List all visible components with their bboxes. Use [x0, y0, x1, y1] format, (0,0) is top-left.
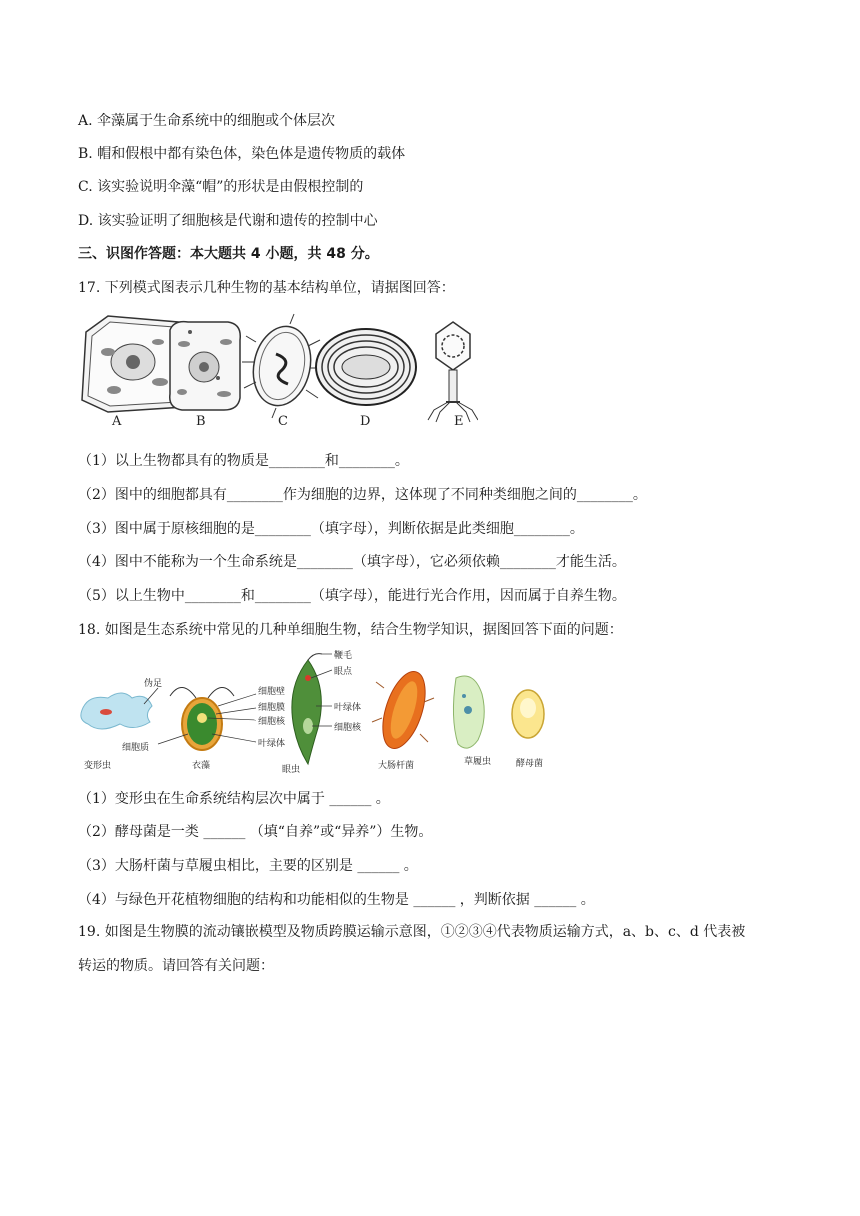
option-a: A. 伞藻属于生命系统中的细胞或个体层次 — [78, 113, 336, 129]
plant-cell-image — [82, 316, 184, 412]
label-d: D — [360, 414, 371, 429]
caption-euglena: 眼虫 — [282, 765, 301, 775]
chlamy-label-cytoplasm: 细胞质 — [122, 743, 150, 753]
q18-stem: 18. 如图是生态系统中常见的几种单细胞生物，结合生物学知识，据图回答下面的问题： — [78, 622, 623, 638]
chlamy-label-membrane: 细胞膜 — [258, 703, 286, 713]
q17-part-3: （3）图中属于原核细胞的是________（填字母），判断依据是此类细胞________。 — [78, 521, 584, 537]
label-b: B — [196, 414, 206, 429]
amoeba-label-pseudopod: 伪足 — [144, 679, 163, 689]
q17-figure — [78, 312, 478, 434]
euglena-label-flagellum: 鞭毛 — [334, 651, 353, 661]
label-a: A — [112, 414, 122, 429]
chlamy-label-cell-wall: 细胞壁 — [258, 687, 286, 697]
euglena-label-chloroplast: 叶绿体 — [334, 703, 362, 713]
q19-stem-line-2: 转运的物质。请回答有关问题： — [78, 958, 274, 974]
caption-amoeba: 变形虫 — [84, 761, 112, 771]
bacterium-image — [242, 314, 322, 418]
q19-stem-line-1: 19. 如图是生物膜的流动镶嵌模型及物质跨膜运输示意图，①②③④代表物质运输方式，a、b、c、d 代表被 — [78, 924, 746, 940]
q18-figure — [78, 648, 558, 775]
option-d: D. 该实验证明了细胞核是代谢和遗传的控制中心 — [78, 213, 378, 229]
q18-part-4: （4）与绿色开花植物细胞的结构和功能相似的生物是 ______ ，判断依据 ______ 。 — [78, 892, 595, 908]
q17-part-2: （2）图中的细胞都具有________作为细胞的边界，这体现了不同种类细胞之间的________。 — [78, 487, 647, 503]
q18-part-1: （1）变形虫在生命系统结构层次中属于 ______ 。 — [78, 791, 390, 807]
q18-part-2: （2）酵母菌是一类 ______ （填“自养”或“异养”）生物。 — [78, 824, 433, 840]
caption-e-coli: 大肠杆菌 — [378, 761, 415, 771]
chlamy-label-nucleus: 细胞核 — [258, 717, 286, 727]
animal-cell-image — [170, 322, 241, 410]
label-e: E — [454, 414, 464, 429]
euglena-label-eyespot: 眼点 — [334, 667, 353, 677]
section-heading: 三、识图作答题：本大题共 4 小题，共 48 分。 — [78, 246, 379, 262]
option-b: B. 帽和假根中都有染色体，染色体是遗传物质的载体 — [78, 146, 406, 162]
q17-part-1: （1）以上生物都具有的物质是________和________。 — [78, 453, 409, 469]
q17-part-5: （5）以上生物中________和________（填字母），能进行光合作用，因而属于自养生物。 — [78, 588, 626, 604]
cyanobacterium-image — [316, 329, 416, 405]
q17-stem: 17. 下列模式图表示几种生物的基本结构单位，请据图回答： — [78, 280, 455, 296]
virus-image — [428, 322, 478, 422]
label-c: C — [278, 414, 288, 429]
option-c: C. 该实验说明伞藻“帽”的形状是由假根控制的 — [78, 179, 364, 195]
chlamy-label-chloroplast: 叶绿体 — [258, 739, 286, 749]
caption-paramecium: 草履虫 — [464, 757, 492, 767]
q18-part-3: （3）大肠杆菌与草履虫相比，主要的区别是 ______ 。 — [78, 858, 418, 874]
q17-part-4: （4）图中不能称为一个生命系统是________（填字母），它必须依赖________才能生活。 — [78, 554, 626, 570]
caption-yeast: 酵母菌 — [516, 759, 544, 769]
euglena-label-nucleus: 细胞核 — [334, 723, 362, 733]
caption-chlamydomonas: 衣藻 — [192, 761, 211, 771]
